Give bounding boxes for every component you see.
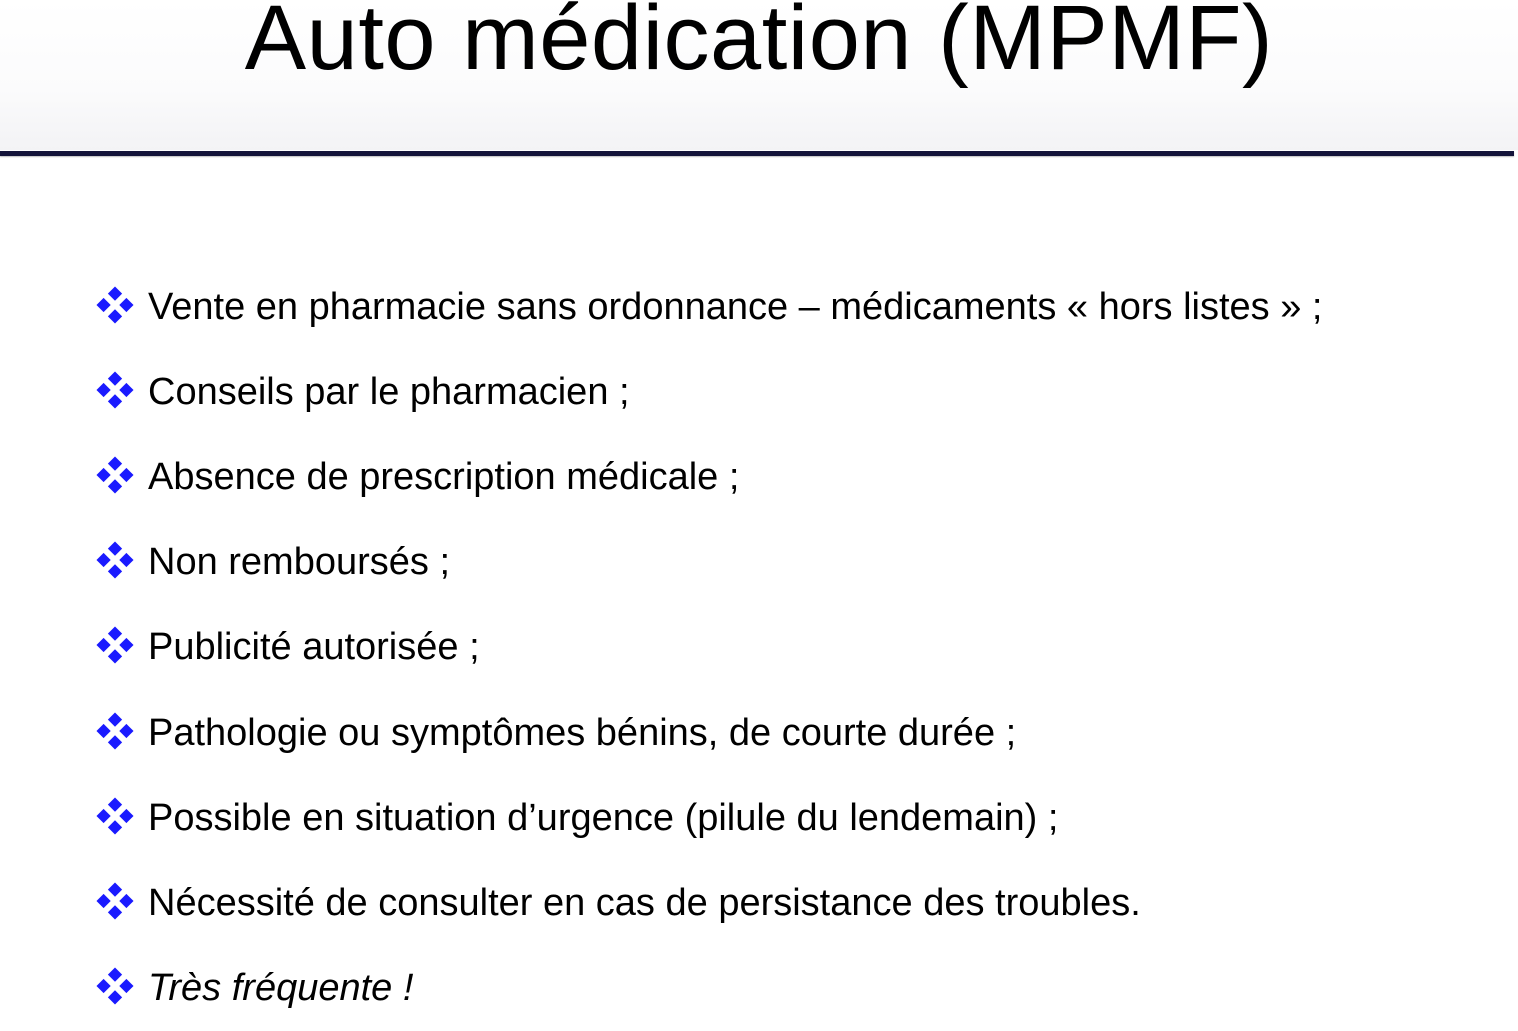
four-diamond-bullet-icon (96, 712, 134, 750)
bullet-item (96, 434, 1322, 519)
bullet-item (96, 520, 1322, 605)
slide-title: Auto médication (MPMF) (244, 0, 1274, 89)
four-diamond-bullet-icon (96, 797, 134, 835)
four-diamond-bullet-icon (96, 626, 134, 664)
bullet-item (96, 860, 1322, 945)
bullet-item (96, 264, 1322, 349)
bullet-item (96, 690, 1322, 775)
bullet-text: Pathologie ou symptômes bénins, de courte durée ; (148, 711, 1017, 754)
bullet-text: Nécessité de consulter en cas de persistance des troubles. (148, 881, 1141, 924)
bullet-text: Absence de prescription médicale ; (148, 455, 740, 498)
four-diamond-bullet-icon (96, 456, 134, 494)
four-diamond-bullet-icon (96, 371, 134, 409)
four-diamond-bullet-icon (96, 967, 134, 1005)
bullet-text: Possible en situation d’urgence (pilule du lendemain) ; (148, 796, 1059, 839)
slide-header (0, 0, 1518, 150)
bullet-text: Non remboursés ; (148, 541, 451, 584)
bullet-list (96, 264, 1322, 1031)
four-diamond-bullet-icon (96, 286, 134, 324)
bullet-text: Vente en pharmacie sans ordonnance – médicaments « hors listes » ; (148, 285, 1323, 328)
bullet-text: Conseils par le pharmacien ; (148, 370, 630, 413)
bullet-item (96, 775, 1322, 860)
four-diamond-bullet-icon (96, 882, 134, 920)
bullet-item (96, 349, 1322, 434)
bullet-text: Publicité autorisée ; (148, 626, 480, 669)
bullet-text: Très fréquente ! (148, 967, 414, 1010)
title-divider (0, 151, 1514, 156)
four-diamond-bullet-icon (96, 541, 134, 579)
bullet-item (96, 946, 1322, 1031)
bullet-item (96, 605, 1322, 690)
